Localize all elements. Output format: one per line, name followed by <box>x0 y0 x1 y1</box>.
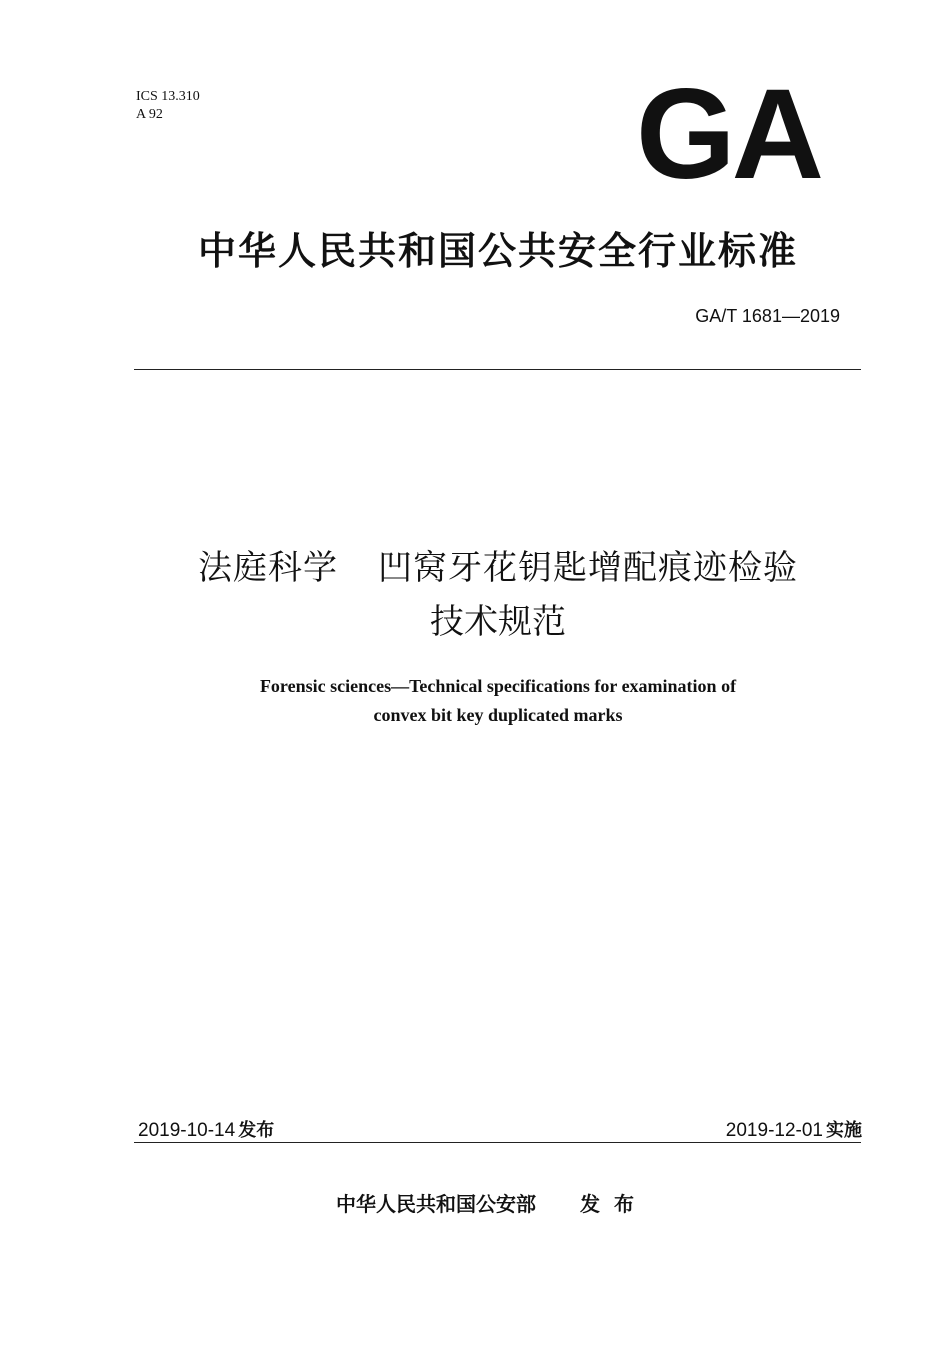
publisher <box>336 1188 648 1217</box>
publisher-action: 发布 <box>580 1192 648 1216</box>
implementation-date-label: 实施 <box>826 1120 862 1141</box>
bottom-divider <box>134 1142 861 1143</box>
ccs-code: A 92 <box>136 107 163 122</box>
implementation-date-value: 2019-12-01 <box>725 1120 823 1141</box>
issue-date-label: 发布 <box>238 1120 275 1141</box>
issue-date-value: 2019-10-14 <box>138 1120 236 1141</box>
implementation-date <box>726 1116 862 1142</box>
top-divider <box>134 369 861 370</box>
ga-logo: GA <box>636 63 820 206</box>
issue-date <box>138 1116 274 1142</box>
publisher-name: 中华人民共和国公安部 <box>336 1192 536 1216</box>
ics-code: ICS 13.310 <box>136 89 200 104</box>
title-cn-part2: 凹窝牙花钥匙增配痕迹检验 <box>378 548 798 588</box>
classification-codes <box>136 88 200 124</box>
standard-category-title: 中华人民共和国公共安全行业标准 <box>197 229 798 273</box>
document-title-cn-line2: 技术规范 <box>430 602 566 642</box>
title-cn-part1: 法庭科学 <box>198 548 338 588</box>
document-title-en-line1: Forensic sciences—Technical specifications for examination of <box>259 676 737 696</box>
document-title-en-line2: convex bit key duplicated marks <box>373 705 623 725</box>
standard-number: GA/T 1681—2019 <box>695 306 840 326</box>
document-title-cn-line1 <box>0 540 950 589</box>
